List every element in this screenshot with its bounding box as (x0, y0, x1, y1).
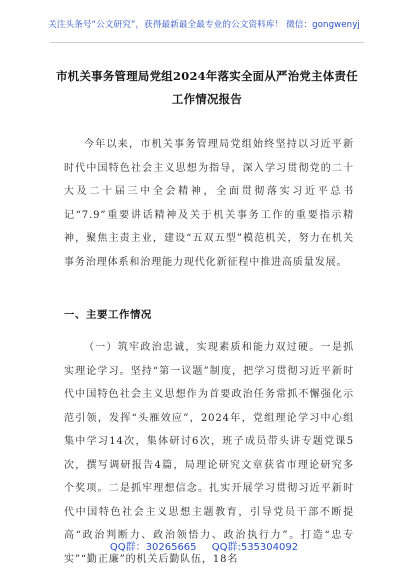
document-title-line-2: 工作情况报告 (171, 92, 243, 106)
section-paragraph-political-loyalty: （一）筑牢政治忠诚，实现素质和能力双过硬。一是抓实理论学习。坚持“第一议题”制度，把学习贯彻习近平新时代中国特色社会主义思想作为首要政治任务常抓不懈强化示范引领，发挥“头雁效应”，2024年，党组理论学习中心组集中学习14次，集体研讨6次，班子成员带头讲专题党课5次，撰写调研报告4篇，局理论研究文章获省市理论研究多个奖项。二是抓牢理想信念。扎实开展学习贯彻习近平新时代中国特色社会主义思想主题教育，引导党员干部不断提高“政治判断力、政治领悟力、政治执行力”。打造“忠专实”“勤正廉”的机关后勤队伍，18名 (64, 342, 354, 565)
footer-qq-group-2: QQ群:535304092 (211, 542, 299, 553)
header-divider (50, 42, 364, 43)
document-title-line-1: 市机关事务管理局党组2024年落实全面从严治党主体责任 (56, 69, 358, 83)
header-promo-note: 关注头条号“公文研究”，获得最新最全最专业的公文资料库！ 微信：gongwenyj (48, 20, 360, 30)
footer-qq-groups (0, 538, 408, 553)
intro-paragraph: 今年以来，市机关事务管理局党组始终坚持以习近平新时代中国特色社会主义思想为指导，深入学习贯彻党的二十大及二十届三中全会精神，全面贯彻落实习近平总书记“7.9”重要讲话精神及关于机关事务工作的重要指示精神，聚焦主责主业，建设“五双五型”模范机关，努力在机关事务治理体系和治理能力现代化新征程中推进高质量发展。 (64, 139, 354, 268)
section-heading-main-work: 一、主要工作情况 (64, 309, 152, 321)
footer-qq-group-1: QQ群：30265665 (109, 542, 197, 553)
